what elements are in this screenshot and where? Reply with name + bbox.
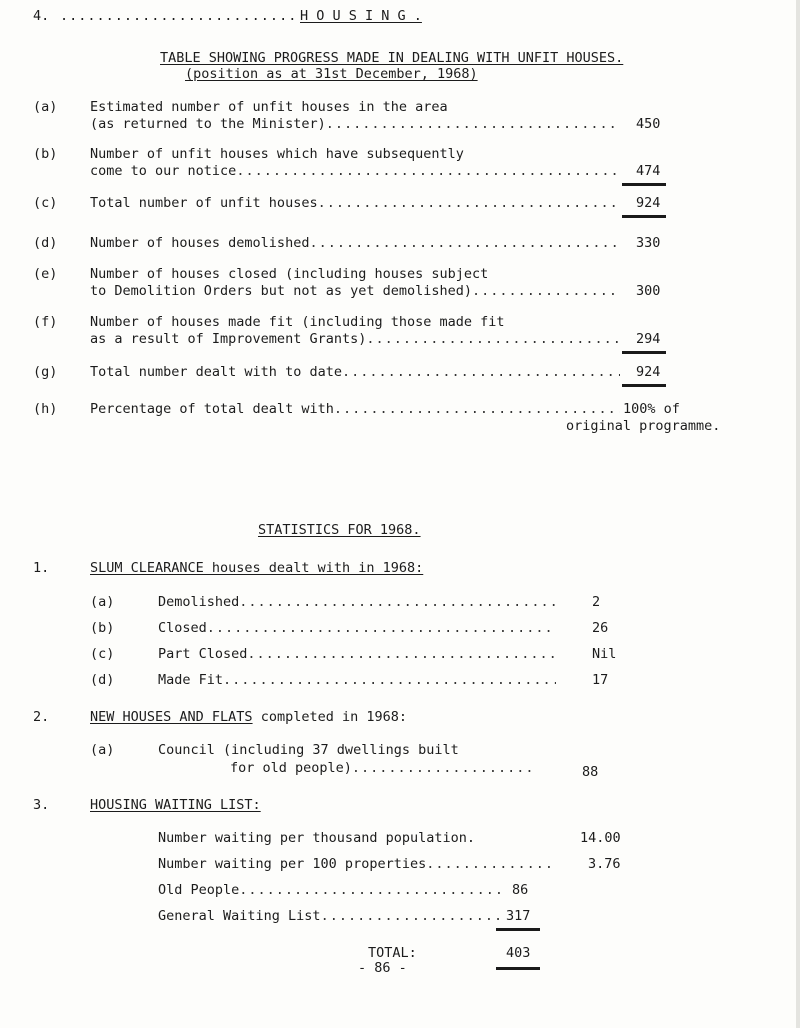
dot-leader: [472, 283, 620, 299]
total-rule: [622, 384, 666, 387]
list-item: [230, 760, 535, 776]
item-key: (c): [90, 646, 115, 662]
row-key: (b): [33, 146, 58, 162]
list-label: Old People: [158, 882, 240, 898]
sum-rule: [496, 928, 540, 931]
row-key: (g): [33, 364, 58, 380]
page-edge: [796, 0, 800, 1028]
row-value-note: original programme.: [566, 418, 721, 434]
row-value: 450: [636, 116, 661, 132]
table-row: [90, 163, 620, 179]
list-item: [158, 594, 556, 610]
item-value: 26: [592, 620, 609, 636]
dot-leader: [239, 594, 556, 610]
row-key: (f): [33, 314, 58, 330]
item-value: Nil: [592, 646, 617, 662]
dot-leader: [334, 401, 620, 417]
row-label: Number of unfit houses which have subsequently: [90, 146, 464, 162]
item-value: 2: [592, 594, 601, 610]
section-number: 2.: [33, 709, 50, 725]
section-heading: NEW HOUSES AND FLATS: [90, 709, 253, 725]
dot-leader: [426, 856, 552, 872]
row-label: Percentage of total dealt with: [90, 401, 334, 417]
list-item: [158, 882, 500, 898]
list-item: [158, 620, 556, 636]
section-number: 1.: [33, 560, 50, 576]
row-label: Total number of unfit houses: [90, 195, 318, 211]
row-label: to Demolition Orders but not as yet demolished): [90, 283, 473, 299]
sum-rule: [622, 183, 666, 186]
page-number: 4.: [33, 8, 50, 24]
dot-leader: [223, 672, 556, 688]
item-value: 88: [582, 764, 599, 780]
row-key: (h): [33, 401, 58, 417]
row-value: 300: [636, 283, 661, 299]
dot-leader: [318, 195, 620, 211]
item-key: (d): [90, 672, 115, 688]
dot-leader: [366, 331, 620, 347]
dot-leader: [239, 882, 500, 898]
row-value: 474: [636, 163, 661, 179]
section-heading-line: [90, 709, 407, 725]
row-label: (as returned to the Minister): [90, 116, 326, 132]
table-row: [90, 116, 620, 132]
dot-leader: [352, 760, 535, 776]
item-key: (a): [90, 742, 115, 758]
item-key: (a): [90, 594, 115, 610]
stats-title: STATISTICS FOR 1968.: [258, 522, 421, 538]
row-label: come to our notice: [90, 163, 237, 179]
row-label: Number of houses demolished: [90, 235, 310, 251]
dot-leader: [326, 116, 620, 132]
list-item: [158, 856, 552, 872]
table-row: [90, 364, 620, 380]
total-rule: [496, 967, 540, 970]
total-label: TOTAL:: [368, 945, 417, 961]
row-key: (a): [33, 99, 58, 115]
rate-value: 3.76: [588, 856, 621, 872]
dot-leader: [247, 646, 556, 662]
table-row: [90, 331, 620, 347]
row-value: 294: [636, 331, 661, 347]
row-label: Estimated number of unfit houses in the area: [90, 99, 448, 115]
row-value: 924: [636, 364, 661, 380]
list-label: General Waiting List: [158, 908, 321, 924]
item-label: Made Fit: [158, 672, 224, 688]
section-heading: HOUSING WAITING LIST:: [90, 797, 261, 813]
row-label: as a result of Improvement Grants): [90, 331, 367, 347]
table-subtitle: (position as at 31st December, 1968): [185, 66, 478, 82]
item-label: Closed: [158, 620, 207, 636]
page-footer: - 86 -: [358, 960, 407, 976]
item-label: for old people): [230, 760, 352, 776]
row-key: (e): [33, 266, 58, 282]
list-value: 86: [512, 882, 529, 898]
dot-leader: [321, 908, 500, 924]
row-key: (d): [33, 235, 58, 251]
table-row: [90, 401, 620, 417]
row-value: 924: [636, 195, 661, 211]
rate-value: 14.00: [580, 830, 621, 846]
table-title: TABLE SHOWING PROGRESS MADE IN DEALING WITH UNFIT HOUSES.: [160, 50, 624, 66]
dot-leader: [309, 235, 620, 251]
item-label: Demolished: [158, 594, 240, 610]
row-label: Number of houses made fit (including those made fit: [90, 314, 505, 330]
header-leader: [60, 8, 296, 24]
list-item: [158, 908, 500, 924]
list-item: [158, 672, 556, 688]
dot-leader: [207, 620, 556, 636]
row-label: Number of houses closed (including houses subject: [90, 266, 489, 282]
list-item: [158, 646, 556, 662]
table-row: [90, 235, 620, 251]
row-key: (c): [33, 195, 58, 211]
row-value: 100% of: [623, 401, 680, 417]
sum-rule: [622, 351, 666, 354]
rate-label: Number waiting per thousand population.: [158, 830, 475, 846]
section-title: H O U S I N G .: [300, 8, 422, 24]
item-value: 17: [592, 672, 609, 688]
section-number: 3.: [33, 797, 50, 813]
list-value: 317: [506, 908, 531, 924]
total-rule: [622, 215, 666, 218]
row-label: Total number dealt with to date: [90, 364, 342, 380]
dot-leader: [236, 163, 620, 179]
row-value: 330: [636, 235, 661, 251]
table-row: [90, 283, 620, 299]
item-label: Council (including 37 dwellings built: [158, 742, 459, 758]
section-heading-rest: completed in 1968:: [252, 709, 407, 725]
dot-leader: [342, 364, 620, 380]
rate-label: Number waiting per 100 properties: [158, 856, 427, 872]
item-label: Part Closed: [158, 646, 248, 662]
section-heading: SLUM CLEARANCE houses dealt with in 1968:: [90, 560, 424, 576]
total-value: 403: [506, 945, 531, 961]
item-key: (b): [90, 620, 115, 636]
table-row: [90, 195, 620, 211]
